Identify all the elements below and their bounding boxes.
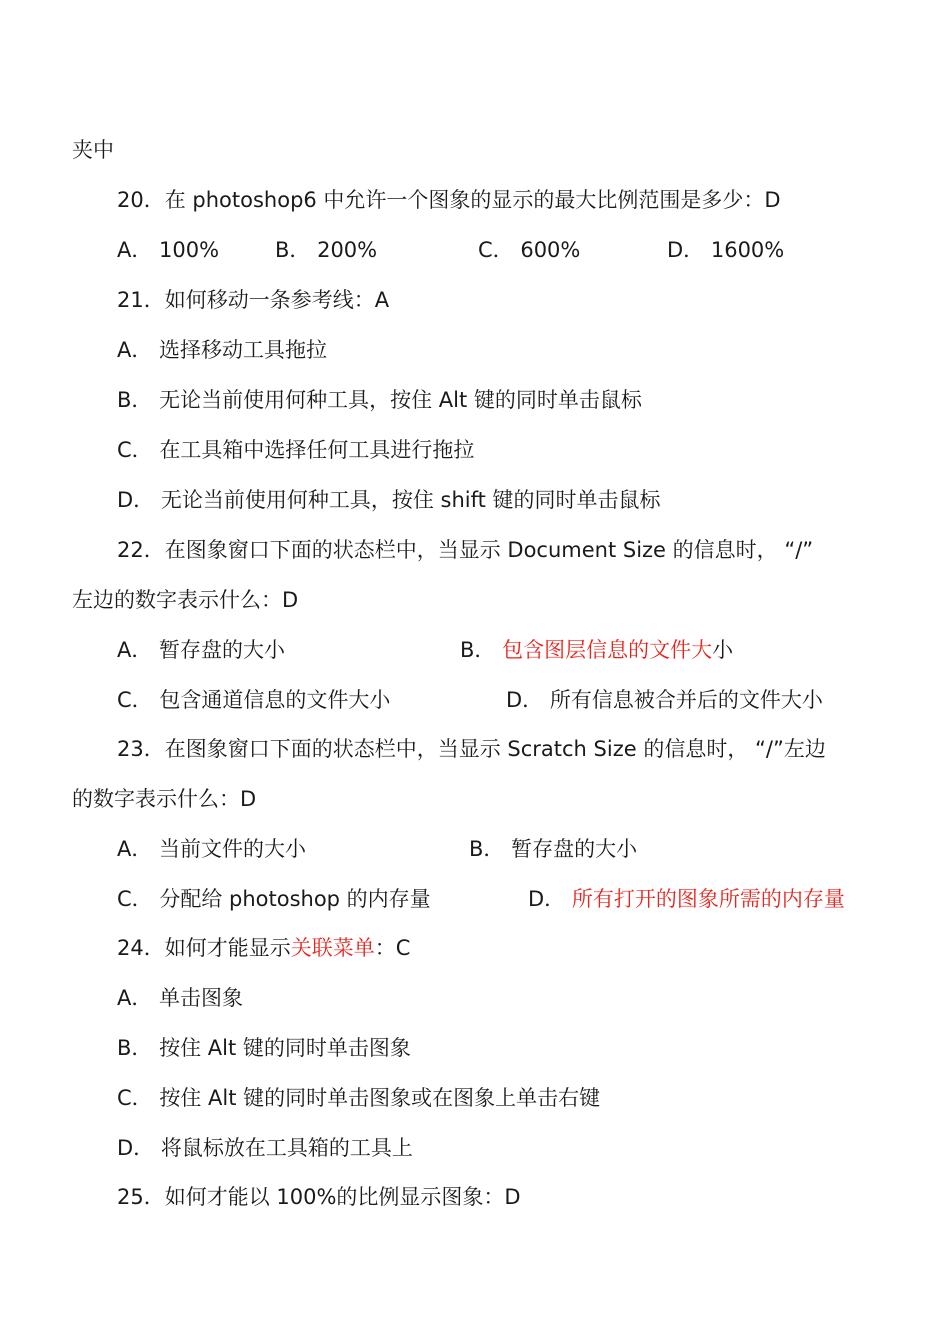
q20-option-c: C． 600% bbox=[478, 238, 581, 262]
q21-option-a: A． 选择移动工具拖拉 bbox=[117, 338, 328, 362]
q24-option-c: C． 按住 Alt 键的同时单击图象或在图象上单击右键 bbox=[117, 1086, 601, 1110]
q22-option-b-label: B． bbox=[460, 638, 503, 662]
q23-option-c: C． 分配给 photoshop 的内存量 bbox=[117, 887, 431, 911]
q22-option-b-highlight: 包含图层信息的文件大 bbox=[502, 638, 713, 662]
q23-option-d-highlight: 所有打开的图象所需的内存量 bbox=[571, 887, 845, 911]
q22-option-b-tail: 小 bbox=[712, 638, 734, 662]
q22-option-c: C． 包含通道信息的文件大小 bbox=[117, 688, 391, 712]
question-24-prefix: 24．如何才能显示 bbox=[117, 936, 291, 960]
question-23-line-2: 的数字表示什么：D bbox=[72, 787, 257, 811]
question-22-line-1: 22．在图象窗口下面的状态栏中，当显示 Document Size 的信息时， “/” bbox=[117, 538, 814, 562]
question-22-line-2: 左边的数字表示什么：D bbox=[72, 588, 299, 612]
q20-option-d: D． 1600% bbox=[667, 238, 785, 262]
continuation-line: 夹中 bbox=[72, 138, 114, 162]
q22-option-b bbox=[460, 635, 733, 665]
q21-option-c: C． 在工具箱中选择任何工具进行拖拉 bbox=[117, 438, 475, 462]
question-25: 25．如何才能以 100%的比例显示图象：D bbox=[117, 1185, 521, 1209]
q23-option-b: B． 暂存盘的大小 bbox=[469, 837, 638, 861]
question-20: 20．在 photoshop6 中允许一个图象的显示的最大比例范围是多少：D bbox=[117, 188, 781, 212]
question-23-line-1: 23．在图象窗口下面的状态栏中，当显示 Scratch Size 的信息时， “/”左边 bbox=[117, 737, 826, 761]
q24-option-d: D． 将鼠标放在工具箱的工具上 bbox=[117, 1136, 413, 1160]
q23-option-a: A． 当前文件的大小 bbox=[117, 837, 307, 861]
q22-option-d: D． 所有信息被合并后的文件大小 bbox=[506, 688, 823, 712]
question-24-highlight: 关联菜单 bbox=[290, 936, 375, 960]
question-24-tail: ：C bbox=[374, 936, 411, 960]
q20-option-b: B． 200% bbox=[275, 238, 378, 262]
question-21: 21．如何移动一条参考线：A bbox=[117, 288, 390, 312]
q21-option-b: B． 无论当前使用何种工具，按住 Alt 键的同时单击鼠标 bbox=[117, 388, 642, 412]
q24-option-a: A． 单击图象 bbox=[117, 986, 244, 1010]
q22-option-a: A． 暂存盘的大小 bbox=[117, 638, 286, 662]
q24-option-b: B． 按住 Alt 键的同时单击图象 bbox=[117, 1036, 411, 1060]
q20-option-a: A． 100% bbox=[117, 238, 220, 262]
q23-option-d-label: D． bbox=[528, 887, 572, 911]
q21-option-d: D． 无论当前使用何种工具，按住 shift 键的同时单击鼠标 bbox=[117, 488, 661, 512]
question-24 bbox=[117, 933, 410, 963]
q23-option-d bbox=[528, 884, 845, 914]
